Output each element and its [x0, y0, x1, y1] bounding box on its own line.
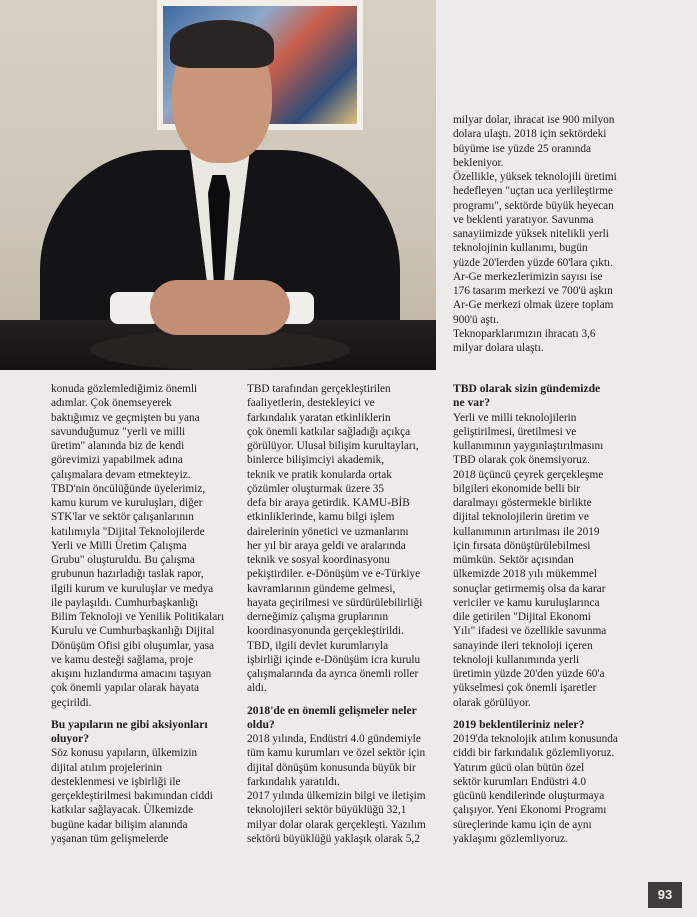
text-line: Kurulu ve Cumhurbaşkanlığı Dijital	[51, 625, 215, 638]
text-line: faaliyetlerin, destekleyici ve	[247, 397, 375, 410]
text-line: binlerce bilişimciyi akademik,	[247, 454, 385, 467]
text-line: yükselmesi çok önemli işaretler	[453, 682, 597, 695]
text-line: işbirliği içinde e-Dönüşüm icra kurulu	[247, 653, 421, 666]
text-line: farkındalık yaratan etkinliklerin	[247, 411, 391, 424]
text-line: milyar dolar, ihracat ise 900 milyon	[453, 114, 615, 126]
text-line: oluyor?	[51, 732, 90, 746]
text-line: TBD, ilgili devlet kurumlarıyla	[247, 639, 389, 652]
text-line: Söz konusu yapıların, ülkemizin	[51, 747, 198, 760]
paragraph	[51, 382, 239, 710]
text-line: her yıl bir araya geldi ve aralarında	[247, 539, 406, 552]
text-line: daralmayı göstermekle birlikte	[453, 497, 592, 510]
text-line: TBD olarak sizin gündemizde	[453, 382, 601, 395]
question-heading	[453, 718, 643, 732]
text-line: hedefleyen "uçtan uca yerlileştirme	[453, 185, 613, 198]
column-1	[51, 382, 239, 846]
text-line: pekiştirdiler. e-Dönüşüm ve e-Türkiye	[247, 568, 421, 581]
text-line: aldı.	[247, 682, 267, 695]
clasped-hands	[150, 280, 290, 335]
text-line: Ar-Ge merkezi olmak üzere toplam	[453, 299, 614, 312]
text-line: Yatırım gücü olan bütün özel	[453, 761, 585, 774]
question-heading	[247, 704, 443, 733]
text-line: katkılar sağlayacak. Ülkemizde	[51, 804, 194, 817]
text-line: Yerli ve milli teknolojilerin	[453, 411, 577, 424]
text-line: Grubu" oluşturuldu. Bu çalışma	[51, 554, 195, 566]
text-line: koordinasyonunda gerçekleştirildi.	[247, 625, 404, 638]
hair	[170, 20, 274, 68]
text-line: kullanımının artırılması ile 2019	[453, 525, 600, 538]
text-line: dolara ulaştı. 2018 için sektördeki	[453, 128, 607, 141]
portrait-photo	[0, 0, 436, 370]
desk-reflection	[90, 330, 350, 370]
text-line: için fırsata dönüştürülebilmesi	[453, 539, 591, 552]
text-line: programı", sektörde büyük heyecan	[453, 199, 614, 212]
text-line: yaklaşımı gözlemliyoruz.	[453, 832, 568, 845]
column-2	[247, 382, 443, 846]
paragraph	[453, 732, 643, 846]
text-line: konuda gözlemlediğimiz önemli	[51, 383, 198, 395]
text-line: baktığımız ve geçmişten bu yana	[51, 411, 200, 424]
text-line: Özellikle, yüksek teknolojili üretimi	[453, 171, 617, 183]
text-line: yaşanan tüm gelişmelerde	[51, 832, 169, 845]
text-line: 2019 beklentileriniz neler?	[453, 717, 585, 731]
paragraph	[453, 411, 643, 710]
text-line: büyüme ise yüzde 25 oranında	[453, 142, 592, 155]
text-line: katılımıyla "Dijital Teknolojilerde	[51, 525, 205, 538]
text-line: gücünü kendilerinde oluşturmaya	[453, 790, 605, 803]
paragraph	[453, 113, 643, 355]
text-line: kamu kurum ve kuruluşları, diğer	[51, 497, 203, 509]
text-line: Yılı" ifadesi ve özellikle savunma	[453, 625, 607, 638]
text-line: Ar-Ge merkezlerimizin sayısı ise	[453, 270, 603, 283]
question-heading	[51, 718, 239, 747]
text-line: sanayiimizde yüksek nitelikli yerli	[453, 228, 609, 240]
text-line: ilgili kurum ve kuruluşlar ve medya	[51, 582, 214, 595]
text-line: savunduğumuz "yerli ve milli	[51, 425, 186, 438]
text-line: vericiler ve kamu kuruluşlarınca	[453, 596, 600, 609]
text-line: dijital atılım projelerinin	[51, 761, 163, 774]
text-line: ne var?	[453, 396, 491, 410]
text-line: etkinliklerinde, kamu bilgi işlem	[247, 511, 395, 524]
text-line: farkındalık yaratıldı.	[247, 775, 340, 788]
text-line: 2017 yılında ülkemizin bilgi ve iletişim	[247, 790, 426, 803]
text-line: sonuçlar getirmemiş olsa da karar	[453, 582, 606, 595]
text-line: dile getirilen "Dijital Ekonomi	[453, 611, 591, 624]
text-line: çalışıyor. Yeni Ekonomi Programı	[453, 804, 607, 817]
text-line: milyar dolara ulaştı.	[453, 342, 544, 354]
text-line: olarak görülüyor.	[453, 696, 531, 709]
text-line: bilgileri ekonomide belli bir	[453, 482, 581, 495]
text-line: ülkemizde 2018 yılı mükemmel	[453, 568, 598, 581]
text-line: geçirildi.	[51, 696, 92, 709]
text-line: hayata geçirilmesi ve sürdürülebilirliği	[247, 596, 423, 609]
text-line: grubunun hazırladığı taslak rapor,	[51, 568, 204, 581]
paragraph	[51, 746, 239, 846]
text-line: çok önemli yapılar olarak hayata	[51, 682, 200, 695]
text-line: oldu?	[247, 717, 275, 731]
text-line: desteklenmesi ve işbirliği ile	[51, 775, 181, 788]
text-line: defa bir araya getirdik. KAMU-BİB	[247, 497, 410, 509]
text-line: sektörü büyüklüğü yaklaşık olarak 5,2	[247, 832, 420, 845]
text-line: teknolojinin kullanımı, bugün	[453, 242, 588, 255]
text-line: TBD olarak çok önemsiyoruz.	[453, 454, 590, 467]
text-line: 2018 yılında, Endüstri 4.0 gündemiyle	[247, 733, 421, 746]
text-line: dairelerinin yönetici ve uzmanlarını	[247, 525, 409, 538]
text-line: Yerli ve Milli Üretim Çalışma	[51, 539, 187, 552]
text-line: bekleniyor.	[453, 156, 504, 169]
text-line: üretim" alanında biz de kendi	[51, 440, 185, 452]
text-line: teknolojileri sektör büyüklüğü 32,1	[247, 804, 407, 817]
text-line: geliştirilmesi, üretilmesi ve	[453, 425, 577, 438]
text-line: teknoloji kullanımında yerli	[453, 653, 580, 666]
text-line: sektör kurumları Endüstri 4.0	[453, 775, 587, 788]
page-number: 93	[648, 882, 682, 908]
text-line: sanayinde ileri teknoloji içeren	[453, 639, 593, 652]
text-line: STK'lar ve sektör çalışanlarının	[51, 511, 194, 524]
text-line: bugüne kadar bilişim alanında	[51, 818, 188, 831]
text-line: derneğimiz çalışma gruplarının	[247, 611, 389, 623]
text-line: ve kamu desteği sağlama, proje	[51, 653, 194, 666]
text-line: görevimizi yapabilmek adına	[51, 454, 183, 467]
text-line: adımlar. Çok önemseyerek	[51, 397, 172, 410]
paragraph	[247, 732, 443, 846]
question-heading	[453, 382, 643, 411]
text-line: çok önemli katkılar sağladığı açıkça	[247, 425, 411, 438]
text-line: ciddi bir farkındalık gözlemliyoruz.	[453, 747, 615, 760]
text-line: mümkün. Sektör açısından	[453, 554, 574, 567]
text-line: ve beklenti yaratıyor. Savunma	[453, 213, 594, 226]
text-line: kavramlarının gündeme gelmesi,	[247, 582, 396, 595]
text-line: dijital teknolojilerin üretim ve	[453, 511, 589, 524]
text-line: görülüyor. Ulusal bilişim kurultayları,	[247, 440, 419, 452]
text-line: çalışmalarında da ayrıca önemli roller	[247, 668, 419, 680]
text-line: 2018 üçüncü çeyrek gerçekleşme	[453, 468, 604, 481]
top-right-column	[453, 113, 643, 355]
text-line: Bilim Teknoloji ve Yenilik Politikaları	[51, 611, 225, 623]
text-line: süreçlerinde kamu için de aynı	[453, 818, 592, 831]
text-line: tüm kamu kurumları ve özel sektör için	[247, 747, 426, 760]
text-line: 2019'da teknolojik atılım konusunda	[453, 733, 618, 746]
text-line: 176 tasarım merkezi ve 700'ü aşkın	[453, 285, 613, 297]
text-line: TBD'nin öncülüğünde üyelerimiz,	[51, 482, 206, 495]
text-line: çözümler oluşturmak üzere 35	[247, 482, 385, 495]
paragraph	[247, 382, 443, 696]
text-line: Dönüşüm Ofisi gibi oluşumlar, yasa	[51, 639, 215, 652]
column-3	[453, 382, 643, 846]
text-line: 900'ü aştı.	[453, 313, 499, 326]
text-line: Bu yapıların ne gibi aksiyonları	[51, 717, 208, 731]
text-line: ile paylaşıldı. Cumhurbaşkanlığı	[51, 596, 199, 609]
text-line: dijital dönüşüm konusunda büyük bir	[247, 761, 416, 774]
text-line: akışını hızlandırma amacını taşıyan	[51, 668, 212, 680]
text-line: gerçekleştirilmesi bakımından ciddi	[51, 790, 213, 803]
text-line: üretimin yüzde 20'den yüzde 60'a	[453, 668, 605, 681]
text-line: milyar dolar olarak gerçekleşti. Yazılım	[247, 818, 426, 831]
text-line: kullanımının yaygınlaştırılmasını	[453, 440, 604, 453]
text-line: TBD tarafından gerçekleştirilen	[247, 383, 391, 395]
text-line: Teknoparklarımızın ihracatı 3,6	[453, 327, 596, 340]
text-line: teknik ve pratik konularda ortak	[247, 468, 392, 481]
text-line: çalışmalara devam etmekteyiz.	[51, 468, 191, 481]
text-line: 2018'de en önemli gelişmeler neler	[247, 703, 417, 717]
text-line: yüzde 20'lerden yüzde 60'lara çıktı.	[453, 256, 613, 269]
text-line: teknik ve sosyal koordinasyonu	[247, 554, 390, 566]
